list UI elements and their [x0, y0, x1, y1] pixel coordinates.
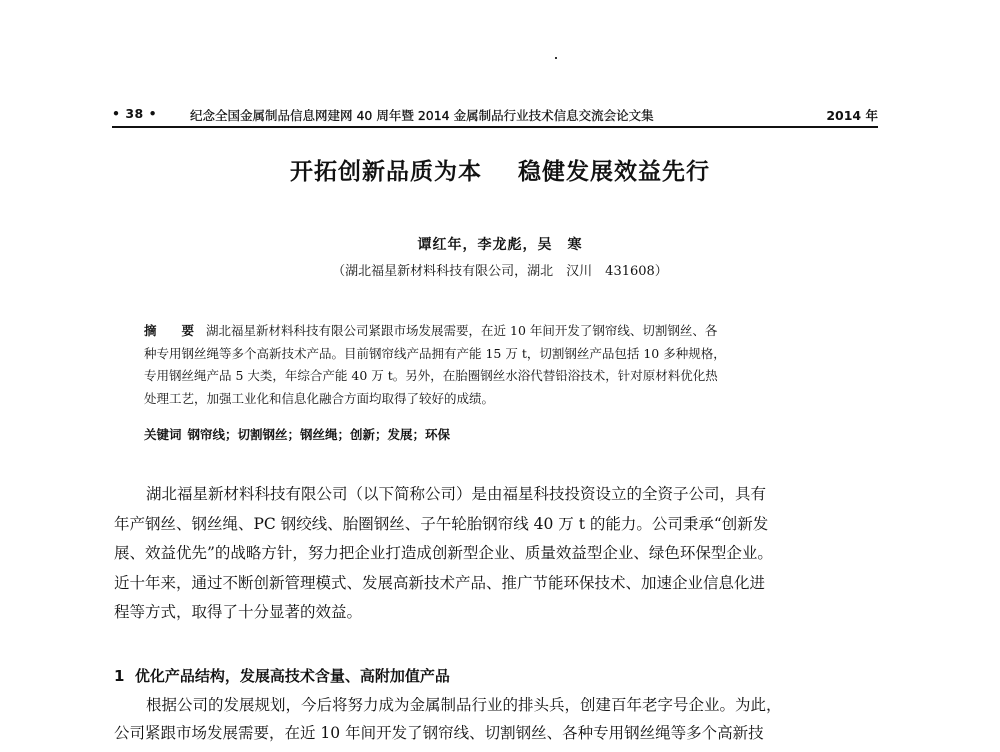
article-authors: 谭红年，李龙彪，吴 寒	[417, 237, 583, 253]
keywords	[144, 425, 450, 443]
abstract-line: 专用钢丝绳产品 5 大类，年综合产能 40 万 t。另外，在胎圈钢丝水浴代替铅浴技术，针对原材料优化热	[144, 368, 718, 384]
body-line: 年产钢丝、钢丝绳、PC 钢绞线、胎圈钢丝、子午轮胎钢帘线 40 万 t 的能力。公司秉承“创新发	[114, 514, 769, 533]
section-heading: 1 优化产品结构，发展高技术含量、高附加值产品	[114, 667, 450, 685]
scan-speck	[555, 57, 557, 59]
header-year: 2014 年	[826, 108, 878, 123]
keywords-label: 关键词	[144, 427, 182, 442]
running-header	[112, 104, 878, 124]
header-rule	[112, 126, 878, 128]
body-line: 近十年来，通过不断创新管理模式、发展高新技术产品、推广节能环保技术、加速企业信息化进	[114, 573, 766, 592]
journal-title: 纪念全国金属制品信息网建网 40 周年暨 2014 金属制品行业技术信息交流会论文集	[190, 108, 654, 123]
body-line: 湖北福星新材料科技有限公司（以下简称公司）是由福星科技投资设立的全资子公司，具有	[146, 485, 767, 503]
abstract-line: 摘 要 湖北福星新材料科技有限公司紧跟市场发展需要，在近 10 年间开发了钢帘线、切割钢丝、各	[144, 323, 718, 338]
abstract-line: 种专用钢丝绳等多个高新技术产品。目前钢帘线产品拥有产能 15 万 t，切割钢丝产品包括 10 多种规格，	[144, 345, 726, 361]
body-line: 程等方式，取得了十分显著的效益。	[114, 603, 363, 621]
article-affiliation: （湖北福星新材料科技有限公司，湖北 汉川 431608）	[332, 264, 668, 279]
keywords-text: 钢帘线；切割钢丝；钢丝绳；创新；发展；环保	[187, 427, 451, 442]
abstract-line: 处理工艺，加强工业化和信息化融合方面均取得了较好的成绩。	[144, 390, 495, 406]
page-number: • 38 •	[112, 106, 158, 121]
body-line: 根据公司的发展规划，今后将努力成为金属制品行业的排头兵，创建百年老字号企业。为此，	[146, 696, 782, 714]
intro-paragraph	[114, 480, 874, 628]
article-title: 开拓创新品质为本 稳健发展效益先行	[289, 159, 711, 185]
section-paragraph	[114, 691, 874, 747]
abstract	[144, 320, 859, 410]
abstract-label: 摘 要	[144, 323, 195, 338]
body-line: 公司紧跟市场发展需要，在近 10 年间开发了钢帘线、切割钢丝、各种专用钢丝绳等多个高新技	[114, 724, 764, 742]
body-line: 展、效益优先”的战略方针，努力把企业打造成创新型企业、质量效益型企业、绿色环保型企业。	[114, 544, 773, 562]
